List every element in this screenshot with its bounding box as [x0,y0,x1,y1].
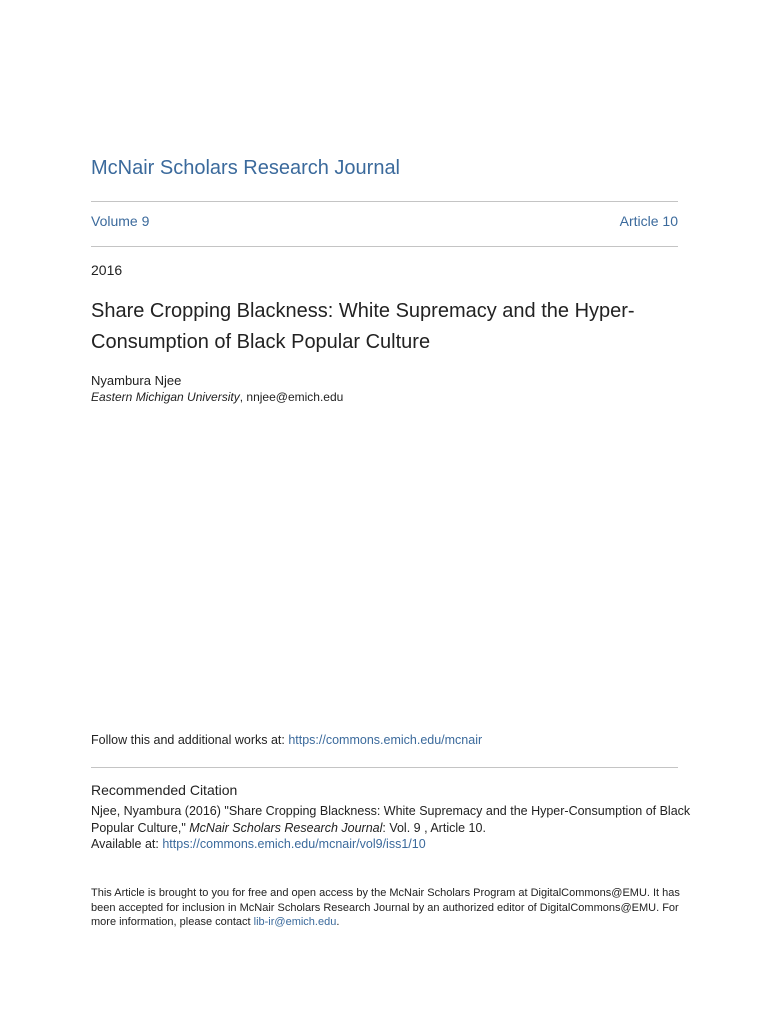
collection-link[interactable]: https://commons.emich.edu/mcnair [288,733,483,747]
citation-journal: McNair Scholars Research Journal [189,820,383,835]
divider [91,246,678,247]
footer-notice [91,886,691,930]
affiliation: Eastern Michigan University [91,390,240,404]
divider [91,201,678,202]
contact-email-link[interactable]: lib-ir@emich.edu [253,916,337,928]
year: 2016 [91,262,123,278]
article-title: Share Cropping Blackness: White Supremacy and the Hyper-Consumption of Black Popular Culture [91,300,635,353]
author-affiliation [91,390,343,404]
citation-part: Njee, Nyambura (2016) "Share Cropping Blackness: White Supremacy and the Hyper-Consumption of Black Popular Culture," [91,804,691,835]
citation-text [91,803,691,853]
volume-article-row [91,213,678,229]
footer-text: This Article is brought to you for free and open access by the McNair Scholars Program at DigitalCommons@EMU. It has been accepted for inclusion in McNair Scholars Research Journal by an authorized editor of DigitalCommons@EMU. For more information, please contact [91,887,680,928]
follow-line [91,733,482,747]
footer-end: . [336,916,340,928]
divider [91,767,678,768]
journal-title-link[interactable]: McNair Scholars Research Journal [91,157,401,179]
citation-part: : Vol. 9 , Article 10. [382,820,486,835]
available-label: Available at: [91,837,163,851]
follow-label: Follow this and additional works at: [91,733,289,747]
author-email: , nnjee@emich.edu [239,390,344,404]
volume-link[interactable]: Volume 9 [91,213,150,229]
article-link-url[interactable]: https://commons.emich.edu/mcnair/vol9/iss1/10 [162,837,426,851]
citation-heading: Recommended Citation [91,782,238,798]
author-name: Nyambura Njee [91,373,182,388]
article-link[interactable]: Article 10 [619,213,678,229]
